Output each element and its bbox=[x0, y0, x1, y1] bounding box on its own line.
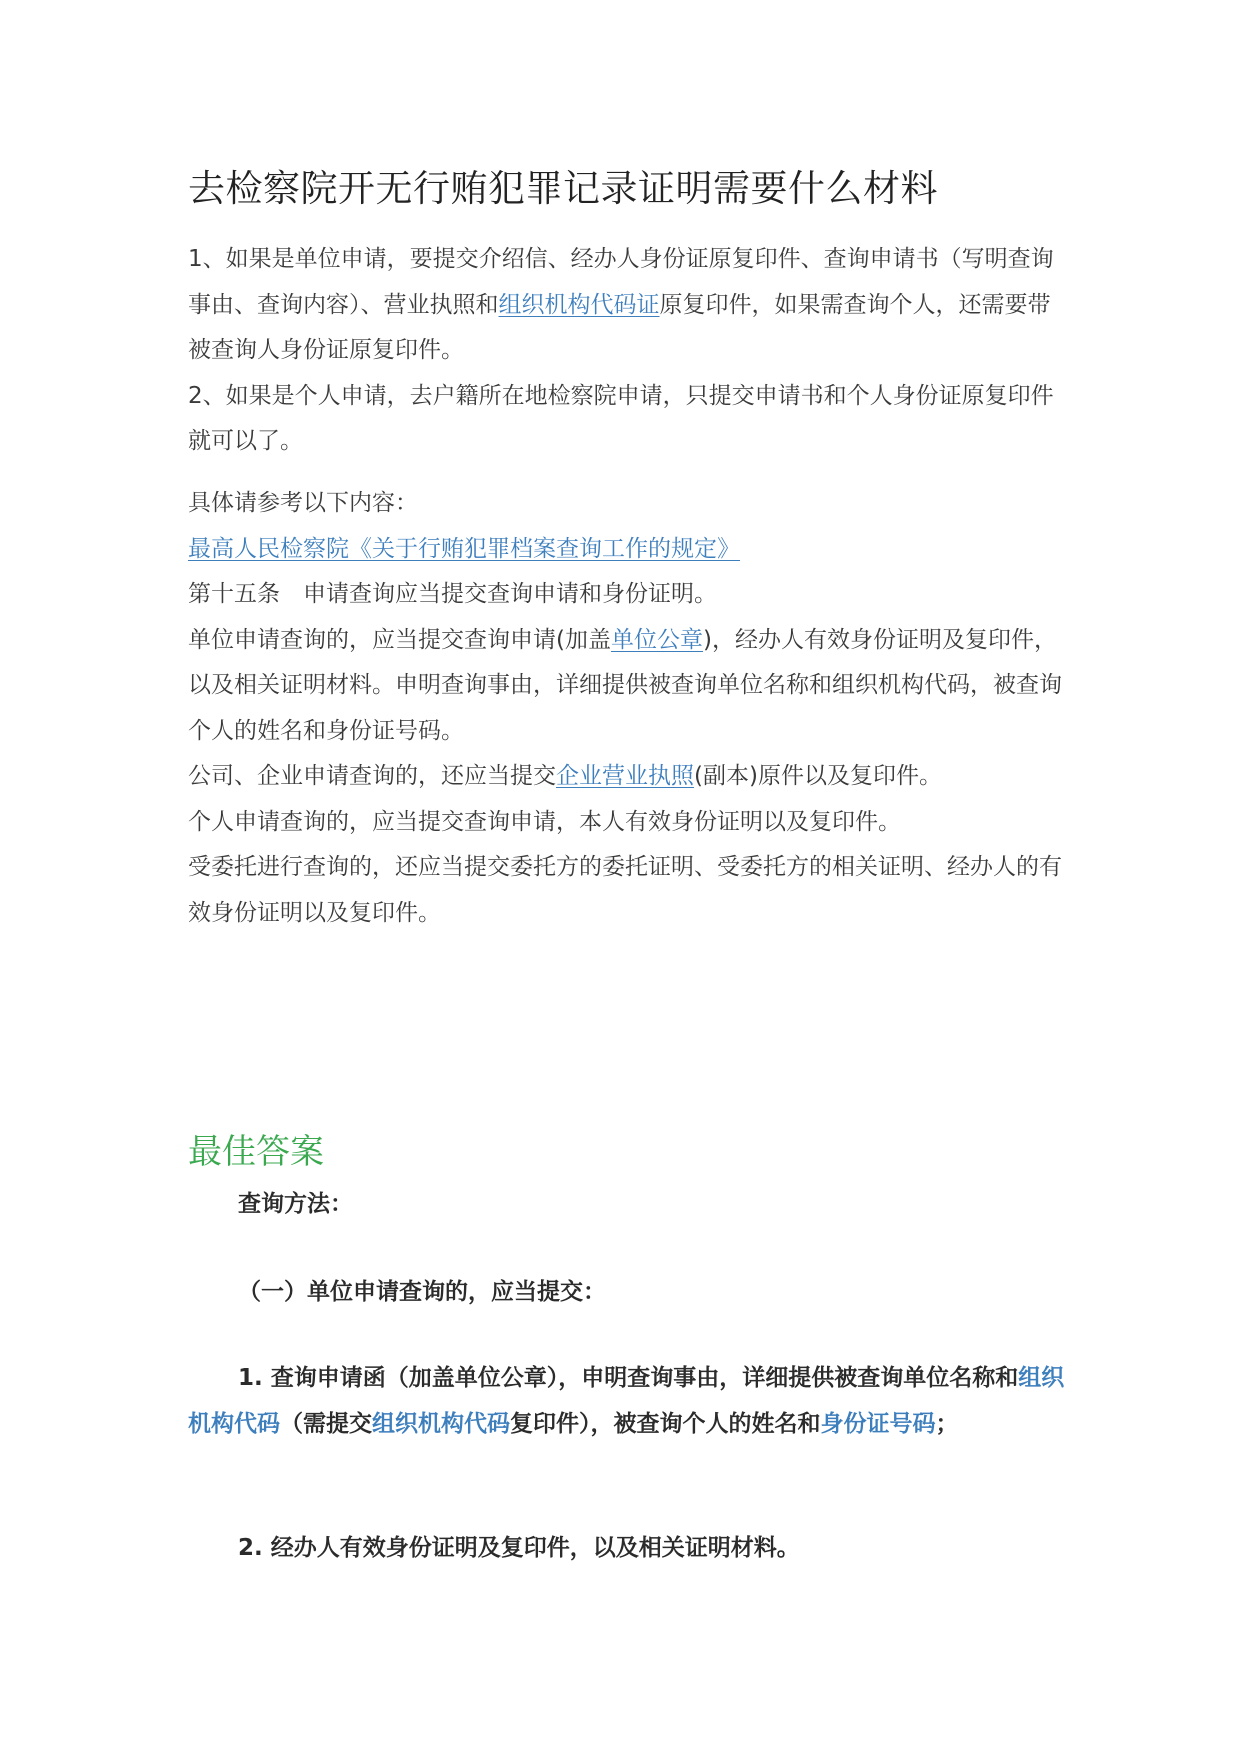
answer-point-1-text-b: （需提交 bbox=[280, 1410, 372, 1437]
reference-lead: 具体请参考以下内容： bbox=[188, 490, 418, 516]
unit-section-heading: （一）单位申请查询的，应当提交： bbox=[238, 1279, 606, 1305]
reference-section bbox=[188, 481, 1068, 936]
id-number-link[interactable]: 身份证号码 bbox=[820, 1410, 936, 1437]
org-code-cert-link[interactable]: 组织机构代码证 bbox=[498, 291, 660, 318]
company-application-paragraph bbox=[188, 754, 1068, 800]
answer-point-1-text-a: 1. 查询申请函（加盖单位公章），申明查询事由，详细提供被查询单位名称和 bbox=[238, 1365, 1019, 1391]
intro-item-1-text-b: 原复印件，如果需查询个人，还需要带被查询人身份证原复印件。 bbox=[188, 291, 1051, 363]
regulation-paragraph bbox=[188, 527, 1068, 573]
answer-point-1 bbox=[188, 1356, 1068, 1447]
page-title: 去检察院开无行贿犯罪记录证明需要什么材料 bbox=[188, 167, 938, 210]
unit-application-text-a: 单位申请查询的，应当提交查询申请(加盖 bbox=[188, 626, 611, 653]
company-application-text-b: (副本)原件以及复印件。 bbox=[694, 763, 942, 789]
unit-application-paragraph bbox=[188, 618, 1068, 755]
personal-application-paragraph: 个人申请查询的，应当提交查询申请，本人有效身份证明以及复印件。 bbox=[188, 808, 901, 835]
business-license-link[interactable]: 企业营业执照 bbox=[556, 763, 694, 789]
intro-item-2: 2、如果是个人申请，去户籍所在地检察院申请，只提交申请书和个人身份证原复印件就可以了。 bbox=[188, 382, 1054, 454]
unit-section bbox=[188, 1270, 1068, 1316]
intro-section bbox=[188, 237, 1068, 465]
answer-point-1-text-d: ； bbox=[935, 1410, 959, 1437]
query-method bbox=[188, 1182, 1068, 1228]
answer-point-1-text-c: 复印件），被查询个人的姓名和 bbox=[510, 1410, 821, 1437]
regulation-link[interactable]: 最高人民检察院《关于行贿犯罪档案查询工作的规定》 bbox=[188, 535, 740, 562]
answer-point-2 bbox=[188, 1526, 1068, 1572]
best-answer-heading: 最佳答案 bbox=[188, 1132, 324, 1172]
article-fifteen: 第十五条 申请查询应当提交查询申请和身份证明。 bbox=[188, 581, 717, 607]
unit-seal-link[interactable]: 单位公章 bbox=[610, 626, 703, 653]
answer-point-1-text bbox=[188, 1356, 1068, 1447]
company-application-text-a: 公司、企业申请查询的，还应当提交 bbox=[188, 763, 556, 789]
intro-item-1-text-a: 1、如果是单位申请，要提交介绍信、经办人身份证原复印件、查询申请书（写明查询事由、查询内容）、营业执照和 bbox=[188, 246, 1054, 318]
answer-point-2-text: 2. 经办人有效身份证明及复印件，以及相关证明材料。 bbox=[238, 1535, 800, 1561]
org-code-link-1[interactable]: 组织机构代码 bbox=[188, 1365, 1065, 1437]
org-code-link-2[interactable]: 组织机构代码 bbox=[372, 1410, 510, 1437]
query-method-label: 查询方法： bbox=[238, 1191, 353, 1217]
unit-application-text-b: )，经办人有效身份证明及复印件，以及相关证明材料。申明查询事由，详细提供被查询单位名称和组织机构代码，被查询个人的姓名和身份证号码。 bbox=[188, 626, 1062, 744]
entrusted-application-paragraph: 受委托进行查询的，还应当提交委托方的委托证明、受委托方的相关证明、经办人的有效身份证明以及复印件。 bbox=[188, 854, 1062, 926]
intro-item-1 bbox=[188, 237, 1068, 374]
